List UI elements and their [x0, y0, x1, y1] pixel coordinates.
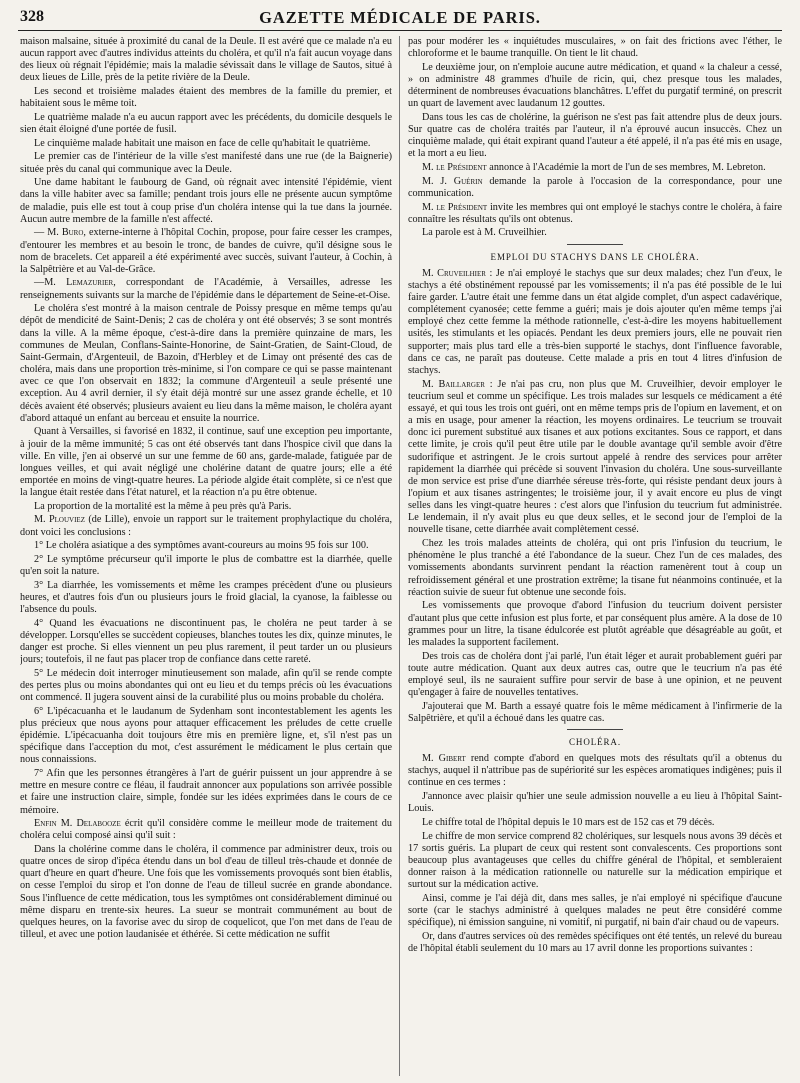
paragraph: maison malsaine, située à proximité du canal de la Deule. Il est avéré que ce malade n'a eu aucun rapport avec d'autres individus atteints du choléra, et qu'il n'a fait aucun voyage dans des lieux où régnait l'épidémie; mais la maladie sévissait dans le village de Sautos, situé à deux lieues de Lille, près de la petite rivière de la Deule.	[20, 36, 392, 84]
paragraph: La parole est à M. Cruveilhier.	[422, 227, 547, 239]
page-header	[18, 6, 782, 31]
paragraph-text: demande la parole à l'occasion de la correspondance, pour une communication.	[408, 175, 782, 199]
column-divider	[399, 36, 400, 1076]
speaker-name: M. J. Guérin	[422, 175, 483, 187]
section-heading: CHOLÉRA.	[569, 736, 621, 747]
paragraph-text: : Je n'ai employé le stachys que sur deux malades; chez l'un d'eux, le stachys a été obstinément repoussé par les vomissements; il n'a pas été possible de le lui faire garder. L'autre était une femme dans un état algide complet, d'un aspect cadavérique, complétement cyanosée; cette femme a guéri; mais je dois ajouter qu'en même temps j'ai employé chez cette femme la méthode rationnelle, c'est-à-dire les moyens habituellement usités, les stimulants et les opiacés. Pendant les deux premiers jours, elle ne pouvait rien supporter; mais plus tard elle a très-bien supporté le stachys, dont l'influence favorable, dans ce cas, ne paraît pas douteuse. Cette malade a pris en tout 4 litres d'infusion de stachys.	[408, 267, 782, 376]
paragraph: Le premier cas de l'intérieur de la ville s'est manifesté dans une rue (de la Baignerie) située près du canal qui communique avec la Deule.	[20, 151, 392, 175]
paragraph: Le deuxième jour, on n'emploie aucune autre médication, et quand « la chaleur a cessé, » on administre 48 grammes d'huile de ricin, qui, chez presque tous les malades, déterminent de nombreuses évacuations blanchâtres. L'effet du purgatif terminé, on prescrit un quart de lavement avec laudanum 12 gouttes.	[408, 61, 782, 110]
paragraph	[408, 268, 782, 377]
paragraph: Ainsi, comme je l'ai déjà dit, dans mes salles, je n'ai employé ni spécifique d'aucune sorte (car le stachys administré à quelques malades ne peut être considéré comme spécifique), ni émission sanguine, ni vomitif, ni purgatif, ni bain d'air chaud ou de vapeurs.	[408, 892, 782, 929]
page-number: 328	[20, 8, 44, 25]
conclusion-item: 4° Quand les évacuations ne discontinuent pas, le choléra ne peut tarder à se développer. Lorsqu'elles se succèdent copieuses, blanches toutes les dix, quinze minutes, le danger est proche. Si elles viennent un peu plus rarement, il peut tarder un ou plusieurs jours; toutefois, il ne faut pas placer trop de confiance dans cette rareté.	[20, 617, 392, 666]
paragraph: Le quatrième malade n'a eu aucun rapport avec les précédents, du domicile desquels le sien était éloigné d'une portée de fusil.	[20, 111, 392, 136]
section-rule	[567, 244, 623, 245]
paragraph-text: : Je n'ai pas cru, non plus que M. Cruveilhier, devoir employer le teucrium seul et comme un spécifique. Les trois malades sur lesquels ce médicament a été essayé, et qui tous les trois ont guéri, ont en même temps pris de l'opium en lavement, et on a mis en usage, pour amener la réaction, les moyens ordinaires. Le teucrium se trouvait donc ici purement substitué aux tisanes et aux potions excitantes. Sous ce rapport, et dans cette limite, je crois qu'il peut être utile par le double avantage qu'il semble avoir d'être sudorifique et astringent. Je le crois surtout appelé à rendre des services pour arrêter rapidement la diarrhée qui précède si souvent l'invasion du choléra. Une sous-surveillante de mon service est prise d'une diarrhée séreuse très-forte, qui résiste pendant deux jours à l'opium et aux tisanes astringentes; le troisième jour, il y avait encore eu plus de vingt selles dans les vingt-quatre heures : c'est alors que l'infusion du teucrium fut administrée. Le lendemain, il n'y avait plus eu que deux selles, et le second jour de l'emploi de la nouvelle tisane, cette diarrhée avait complètement cessé.	[408, 378, 782, 536]
paragraph: Les vomissements que provoque d'abord l'infusion du teucrium doivent persister d'autant plus que cette infusion est plus forte, et par conséquent plus amère. A la dose de 10 grammes pour un litre, la tisane édulcorée est plutôt agréable que désagréable au goût, et les malades la supportent facilement.	[408, 600, 782, 648]
paragraph: Dans la cholérine comme dans le choléra, il commence par administrer deux, trois ou quatre onces de sirop d'ipéca étendu dans un bol d'eau de tilleul très-chaude et donnée de quart d'heure en quart d'heure. Une fois que les vomissements provoqués sont bien établis, on cesse l'emploi du sirop et l'on donne de l'eau de tilleul sucrée en grande abondance. Sous l'influence de cette médication, tous les symptômes ont considérablement diminué ou même disparu en trente-six heures. La sueur se montrait communément au bout de quelques heures, on la favorise avec du sirop de coquelicot, que l'on met dans de l'eau de tilleul, et avec une potion laudanisée et éthérée. Si cette médication ne suffit	[20, 844, 392, 941]
paragraph: La proportion de la mortalité est la même à peu près qu'à Paris.	[34, 500, 292, 512]
conclusion-item: 2° Le symptôme précurseur qu'il importe le plus de combattre est la diarrhée, quelle qu'en soit la nature.	[20, 553, 392, 578]
paragraph: Le chiffre total de l'hôpital depuis le 10 mars est de 152 cas et 79 décès.	[422, 816, 715, 828]
paragraph: Le choléra s'est montré à la maison centrale de Poissy presque en même temps qu'au dépôt de mendicité de Saint-Denis; 2 cas de choléra y ont été observés; 3 se sont montrés dans la ville. A la même époque, c'est-à-dire dans la première quinzaine de mars, les communes de Meulan, Conflans-Sainte-Honorine, de Saint-Gratien, de Saint-Cloud, de Saint-Germain, d'Argenteuil, de Bazoin, d'Herbley et de Limay ont présenté des cas de choléra, mais dans une proportion très-minime, si l'on compare ce qui se passe maintenant avec ce que l'on observait en 1832; la commune d'Argenteuil a seule présenté une exception. Au 4 avril dernier, il s'y était déjà montré sur une assez grande échelle, et 10 décès avaient été observés; plusieurs avaient eu lieu dans la même maison, le choléra ayant d'abord attaqué un enfant au berceau et ensuite la nourrice.	[20, 303, 392, 424]
paragraph	[408, 379, 782, 537]
speaker-name: M. Plouviez	[34, 514, 85, 526]
paragraph-text: , correspondant de l'Académie, à Versailles, adresse les renseignements suivants sur la marche de l'épidémie dans le département de Seine-et-Oise.	[20, 277, 392, 301]
conclusion-item: 6° L'ipécacuanha et le laudanum de Sydenham sont incontestablement les agents les plus précieux que nous ayons pour attaquer efficacement les préludes de cette cruelle épidémie. L'ipécacuanha doit toujours être mis en première ligne, et, s'il n'est pas un spécifique dans l'acception du mot, c'est assurément le médicament le plus certain que nous connaissions.	[20, 705, 392, 766]
speaker-name: M. le Président	[422, 201, 488, 213]
paragraph: — M. Buro, externe-interne à l'hôpital Cochin, propose, pour faire cesser les crampes, d'entourer les membres et au besoin le tronc, de bandes de cuivre, qu'il désigne sous le nom de bracelets. Cet appareil a été expérimenté avec succès, suivant l'auteur, à Cochin, à la Salpêtrière et au Val-de-Grâce.	[20, 227, 392, 275]
speaker-name: M. Cruveilhier	[422, 267, 486, 279]
paragraph	[20, 818, 392, 842]
paragraph: Les second et troisième malades étaient des membres de la famille du premier, et habitaient sous le même toit.	[20, 86, 392, 110]
right-column	[408, 36, 782, 1076]
paragraph: Le chiffre de mon service comprend 82 cholériques, sur lesquels nous avons 39 décès et 17 sortis guéris. La plupart de ceux qui restent sont convalescents. Ces proportions sont beaucoup plus avantageuses que celles du chiffre général de l'hôpital, et sembleraient donner raison à la médication rationnelle ou naturelle sur la médication empirique et surtout sur la médication active.	[408, 830, 782, 891]
speaker-name: M. le Président	[422, 162, 487, 174]
speaker-name: Enfin M. Delabooze	[34, 818, 121, 830]
paragraph	[408, 176, 782, 200]
speaker-name: M. Gibert	[422, 753, 466, 765]
paragraph	[408, 202, 782, 226]
paragraph-text: rend compte d'abord en quelques mots des résultats qu'il a obtenus du stachys, auquel il n'attribue pas de supériorité sur les espèces aromatiques indigènes; puis il continue en ces termes :	[408, 753, 782, 789]
paragraph	[408, 162, 782, 174]
left-column	[20, 36, 392, 1076]
speaker-name: M. Lemazurier	[44, 277, 114, 289]
paragraph: Or, dans d'autres services où des remèdes spécifiques ont été tentés, un relevé du bureau de l'hôpital établi seulement du 10 mars au 17 avril donne les proportions suivantes :	[408, 930, 782, 954]
paragraph-text: invite les membres qui ont employé le stachys contre le choléra, à faire connaître les résultats qu'ils ont obtenus.	[408, 201, 782, 225]
section-rule	[567, 729, 623, 730]
paragraph: Des trois cas de choléra dont j'ai parlé, l'un était léger et aurait probablement guéri par toute autre médication. Quant aux deux autres cas, outre que le teucrium n'a pas été employé seul, ils ne sauraient suffire pour servir de base à une opinion, et ne peuvent qu'engager à faire de nouvelles tentatives.	[408, 650, 782, 698]
paragraph	[408, 753, 782, 789]
conclusion-item: 1° Le choléra asiatique a des symptômes avant-coureurs au moins 95 fois sur 100.	[34, 540, 369, 552]
paragraph-text: (de Lille), envoie un rapport sur le traitement prophylactique du choléra, dont voici les conclusions :	[20, 514, 392, 538]
speaker-name: M. Baillarger	[422, 378, 485, 390]
paragraph: Chez les trois malades atteints de choléra, qui ont pris l'infusion du teucrium, le phénomène le plus tranché a été l'abondance de la sueur. Chez l'un de ces malades, des vomissements abondants survinrent pendant la réaction ramenèrent tout à coup un refroidissement général et une prostration extrême; la tisane fut néanmoins continuée, et la réaction suivie de sueur fut obtenue une seconde fois.	[408, 538, 782, 598]
paragraph: J'ajouterai que M. Barth a essayé quatre fois le même médicament à l'infirmerie de la Salpêtrière, et qu'il a échoué dans les quatre cas.	[408, 700, 782, 724]
conclusion-item: 7° Afin que les personnes étrangères à l'art de guérir puissent un jour apprendre à se mettre en mesure contre ce fléau, il faudrait annoncer aux populations son arrivée possible et faire une instruction claire, simple, fondée sur les idées exprimées dans le cours de ce mémoire.	[20, 768, 392, 816]
paragraph	[20, 514, 392, 538]
paragraph: Dans tous les cas de cholérine, la guérison ne s'est pas fait attendre plus de deux jours. Sur quatre cas de choléra traités par l'auteur, il n'a éprouvé aucun insuccès. Chez un cinquième malade, qui était expirant quand l'auteur a été appelé, il n'a pas été mis en usage, et la mort a eu lieu.	[408, 111, 782, 160]
conclusion-item: 3° La diarrhée, les vomissements et même les crampes précèdent d'une ou plusieurs heures, et d'autres fois d'un ou plusieurs jours le froid glacial, la cyanose, la faiblesse ou l'absence du pouls.	[20, 579, 392, 616]
paragraph: Quant à Versailles, si favorisé en 1832, il continue, sauf une exception peu importante, à jouir de la même immunité; 5 cas ont été observés tant dans l'hospice civil que dans la ville. En ville, j'en ai observé un sur une femme de 60 ans, garde-malade, fatiguée par de longues veilles, et qui avait négligé une cholérine datant de quatre jours; elle a été emportée en moins de vingt-quatre heures. La période algide était complète, si ce n'est que la langue était restée dans l'état naturel, et la réaction n'a pu être obtenue.	[20, 426, 392, 499]
paragraph: pas pour modérer les « inquiétudes musculaires, » on fait des frictions avec l'éther, le chloroforme et le baume tranquille. On tient le lit chaud.	[408, 36, 782, 60]
paragraph-text: écrit qu'il considère comme le meilleur mode de traitement du choléra celui composé ainsi qu'il suit :	[20, 818, 392, 842]
section-heading: EMPLOI DU STACHYS DANS LE CHOLÉRA.	[490, 251, 700, 262]
paragraph: Le cinquième malade habitait une maison en face de celle qu'habitait le quatrième.	[34, 137, 371, 149]
conclusion-item: 5° Le médecin doit interroger minutieusement son malade, afin qu'il se rende compte des pertes plus ou moins abondantes qui ont eu lieu et du temps précis où les évacuations ont commencé. Il jugera souvent ainsi de la curabilité plus ou moins probable du choléra.	[20, 667, 392, 704]
paragraph-text: annonce à l'Académie la mort de l'un de ses membres, M. Lebreton.	[486, 162, 766, 174]
paragraph-text: , externe-interne à l'hôpital Cochin, propose, pour faire cesser les crampes, d'entourer les membres et au besoin le tronc, de bandes de cuivre, qu'il désigne sous le nom de bracelets. Cet appareil a été expérimenté avec succès, suivant l'auteur, à Cochin, à la Salpêtrière et au Val-de-Grâce.	[20, 227, 392, 275]
paragraph: —M. Lemazurier, correspondant de l'Académie, à Versailles, adresse les renseignements suivants sur la marche de l'épidémie dans le département de Seine-et-Oise.	[20, 277, 392, 301]
paragraph: J'annonce avec plaisir qu'hier une seule admission nouvelle a eu lieu à l'hôpital Saint-Louis.	[408, 791, 782, 815]
speaker-name: M. Buro	[47, 227, 84, 239]
journal-title: GAZETTE MÉDICALE DE PARIS.	[259, 8, 541, 27]
paragraph: Une dame habitant le faubourg de Gand, où régnait avec intensité l'épidémie, vient dans la ville habiter avec sa famille; pendant trois jours elle ne présente aucun symptôme de maladie, puis elle est tout à coup prise d'un choléra intense qui la tue dans la journée. Aucun autre membre de la famille n'est affecté.	[20, 177, 392, 225]
